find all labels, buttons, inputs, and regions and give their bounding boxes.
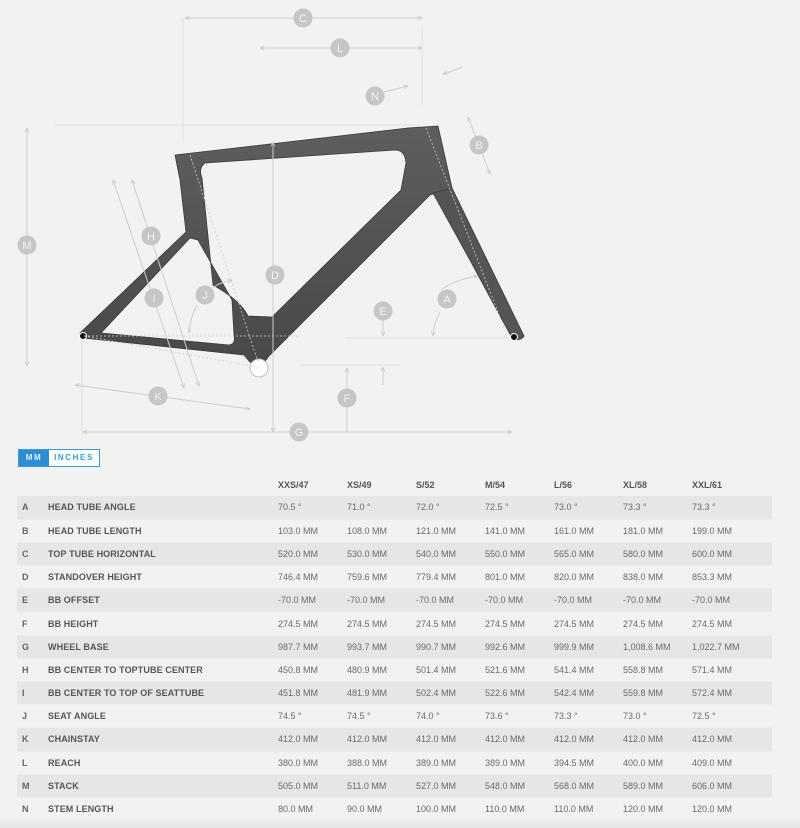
row-value: 74.0 ° [416, 705, 485, 728]
row-value: 103.0 MM [278, 519, 347, 542]
row-value: -70.0 MM [485, 589, 554, 612]
row-value: 993.7 MM [347, 635, 416, 658]
row-key: B [17, 519, 48, 542]
row-value: 505.0 MM [278, 774, 347, 797]
header-key [17, 474, 48, 496]
row-value: 389.0 MM [485, 751, 554, 774]
marker-d-badge [266, 266, 285, 285]
table-header-row [17, 474, 772, 496]
svg-text:J: J [202, 290, 208, 302]
row-label: CHAINSTAY [48, 728, 278, 751]
row-value: 110.0 MM [554, 797, 623, 820]
header-size: XXS/47 [278, 480, 309, 490]
row-value: 540.0 MM [416, 542, 485, 565]
table-row [17, 542, 772, 565]
svg-text:K: K [154, 391, 162, 403]
marker-e-badge [374, 302, 393, 321]
row-value: 80.0 MM [278, 797, 347, 820]
row-value: 199.0 MM [692, 519, 772, 542]
geometry-table [17, 474, 772, 821]
marker-l-badge [331, 39, 350, 58]
row-label: BB HEIGHT [48, 612, 278, 635]
row-value: 511.0 MM [347, 774, 416, 797]
header-size: XXL/61 [692, 480, 723, 490]
svg-text:E: E [379, 306, 387, 318]
svg-text:D: D [271, 270, 279, 282]
row-value: 74.5 ° [278, 705, 347, 728]
row-value: 274.5 MM [692, 612, 772, 635]
row-key: A [17, 496, 48, 519]
row-value: 389.0 MM [416, 751, 485, 774]
row-value: 502.4 MM [416, 682, 485, 705]
frame-shape [80, 126, 525, 377]
row-label: STANDOVER HEIGHT [48, 566, 278, 589]
marker-h-badge [142, 227, 161, 246]
row-value: 759.6 MM [347, 566, 416, 589]
row-key: L [17, 751, 48, 774]
row-key: N [17, 797, 48, 820]
row-value: 572.4 MM [692, 682, 772, 705]
row-label: STEM LENGTH [48, 797, 278, 820]
row-value: 73.0 ° [623, 705, 692, 728]
row-key: G [17, 635, 48, 658]
row-value: 73.3 ° [623, 496, 692, 519]
unit-toggle [18, 449, 100, 467]
row-value: 527.0 MM [416, 774, 485, 797]
row-value: -70.0 MM [623, 589, 692, 612]
header-size: XS/49 [347, 480, 372, 490]
row-label: WHEEL BASE [48, 635, 278, 658]
row-key: H [17, 658, 48, 681]
marker-n-badge [366, 87, 385, 106]
row-value: -70.0 MM [347, 589, 416, 612]
row-key: E [17, 589, 48, 612]
row-value: 412.0 MM [623, 728, 692, 751]
row-value: 568.0 MM [554, 774, 623, 797]
marker-j-badge [196, 286, 215, 305]
row-value: 530.0 MM [347, 542, 416, 565]
row-value: 274.5 MM [623, 612, 692, 635]
row-value: 550.0 MM [485, 542, 554, 565]
row-value: 70.5 ° [278, 496, 347, 519]
marker-c-badge [294, 9, 313, 28]
bottom-shade [0, 818, 800, 828]
table-row [17, 682, 772, 705]
row-key: D [17, 566, 48, 589]
row-value: 520.0 MM [278, 542, 347, 565]
row-value: 480.9 MM [347, 658, 416, 681]
marker-k-badge [149, 387, 168, 406]
row-value: 1,008.6 MM [623, 635, 692, 658]
row-value: -70.0 MM [554, 589, 623, 612]
table-row [17, 635, 772, 658]
svg-text:G: G [294, 427, 304, 439]
row-key: C [17, 542, 48, 565]
row-value: 380.0 MM [278, 751, 347, 774]
row-value: 559.8 MM [623, 682, 692, 705]
row-label: BB CENTER TO TOPTUBE CENTER [48, 658, 278, 681]
row-value: 412.0 MM [692, 728, 772, 751]
unit-inches-button[interactable]: INCHES [49, 450, 99, 466]
header-size: L/56 [554, 480, 573, 490]
row-value: 992.6 MM [485, 635, 554, 658]
row-value: 74.5 ° [347, 705, 416, 728]
row-value: 990.7 MM [416, 635, 485, 658]
row-value: -70.0 MM [416, 589, 485, 612]
row-value: 409.0 MM [692, 751, 772, 774]
row-value: 161.0 MM [554, 519, 623, 542]
table-row [17, 496, 772, 519]
svg-text:H: H [147, 231, 155, 243]
row-value: 110.0 MM [485, 797, 554, 820]
row-value: 571.4 MM [692, 658, 772, 681]
table-row [17, 612, 772, 635]
svg-text:M: M [22, 240, 32, 252]
table-row [17, 566, 772, 589]
marker-i-badge [145, 289, 164, 308]
row-value: 548.0 MM [485, 774, 554, 797]
header-label [48, 474, 278, 496]
row-value: 481.9 MM [347, 682, 416, 705]
row-value: 73.0 ° [554, 496, 623, 519]
row-value: 542.4 MM [554, 682, 623, 705]
marker-f-badge [338, 389, 357, 408]
row-value: 600.0 MM [692, 542, 772, 565]
row-value: 108.0 MM [347, 519, 416, 542]
row-value: 274.5 MM [485, 612, 554, 635]
row-value: 71.0 ° [347, 496, 416, 519]
row-value: 72.5 ° [485, 496, 554, 519]
table-row [17, 705, 772, 728]
row-value: 73.6 ° [485, 705, 554, 728]
row-value: 394.5 MM [554, 751, 623, 774]
table-row [17, 589, 772, 612]
marker-m-badge [18, 236, 37, 255]
row-value: 73.3 ° [554, 705, 623, 728]
row-value: 450.8 MM [278, 658, 347, 681]
header-size: M/54 [485, 480, 506, 490]
row-key: K [17, 728, 48, 751]
row-value: 121.0 MM [416, 519, 485, 542]
row-value: 838.0 MM [623, 566, 692, 589]
row-value: 412.0 MM [347, 728, 416, 751]
row-value: 999.9 MM [554, 635, 623, 658]
row-value: 412.0 MM [416, 728, 485, 751]
svg-text:A: A [443, 294, 451, 306]
row-value: 580.0 MM [623, 542, 692, 565]
header-size: S/52 [416, 480, 435, 490]
row-value: 589.0 MM [623, 774, 692, 797]
row-value: 412.0 MM [485, 728, 554, 751]
row-value: 73.3 ° [692, 496, 772, 519]
row-value: 120.0 MM [692, 797, 772, 820]
row-value: 1,022.7 MM [692, 635, 772, 658]
row-value: 72.5 ° [692, 705, 772, 728]
row-label: TOP TUBE HORIZONTAL [48, 542, 278, 565]
row-label: SEAT ANGLE [48, 705, 278, 728]
row-value: 120.0 MM [623, 797, 692, 820]
row-key: M [17, 774, 48, 797]
row-label: BB OFFSET [48, 589, 278, 612]
row-value: -70.0 MM [278, 589, 347, 612]
marker-a-badge [438, 290, 457, 309]
row-value: 606.0 MM [692, 774, 772, 797]
svg-text:C: C [299, 13, 307, 25]
row-value: 565.0 MM [554, 542, 623, 565]
table-row [17, 751, 772, 774]
row-value: 72.0 ° [416, 496, 485, 519]
row-value: 412.0 MM [554, 728, 623, 751]
row-value: -70.0 MM [692, 589, 772, 612]
row-value: 141.0 MM [485, 519, 554, 542]
row-key: F [17, 612, 48, 635]
row-value: 400.0 MM [623, 751, 692, 774]
svg-text:L: L [336, 43, 344, 55]
row-value: 274.5 MM [278, 612, 347, 635]
row-value: 412.0 MM [278, 728, 347, 751]
row-key: J [17, 705, 48, 728]
row-value: 274.5 MM [554, 612, 623, 635]
row-label: HEAD TUBE LENGTH [48, 519, 278, 542]
row-value: 521.6 MM [485, 658, 554, 681]
row-label: REACH [48, 751, 278, 774]
unit-mm-button[interactable]: MM [19, 450, 49, 466]
row-value: 801.0 MM [485, 566, 554, 589]
header-size: XL/58 [623, 480, 648, 490]
row-value: 987.7 MM [278, 635, 347, 658]
row-value: 388.0 MM [347, 751, 416, 774]
row-value: 181.0 MM [623, 519, 692, 542]
row-value: 274.5 MM [416, 612, 485, 635]
row-label: STACK [48, 774, 278, 797]
row-label: HEAD TUBE ANGLE [48, 496, 278, 519]
row-value: 853.3 MM [692, 566, 772, 589]
row-value: 90.0 MM [347, 797, 416, 820]
table-row [17, 519, 772, 542]
svg-text:N: N [371, 91, 379, 103]
row-value: 779.4 MM [416, 566, 485, 589]
row-value: 501.4 MM [416, 658, 485, 681]
row-key: I [17, 682, 48, 705]
svg-text:B: B [475, 140, 483, 152]
marker-g-badge [290, 423, 309, 442]
row-value: 541.4 MM [554, 658, 623, 681]
row-value: 746.4 MM [278, 566, 347, 589]
svg-text:F: F [343, 393, 351, 405]
row-value: 451.8 MM [278, 682, 347, 705]
row-value: 274.5 MM [347, 612, 416, 635]
row-value: 558.8 MM [623, 658, 692, 681]
row-value: 820.0 MM [554, 566, 623, 589]
table-row [17, 658, 772, 681]
row-value: 100.0 MM [416, 797, 485, 820]
row-label: BB CENTER TO TOP OF SEATTUBE [48, 682, 278, 705]
table-row [17, 774, 772, 797]
row-value: 522.6 MM [485, 682, 554, 705]
table-row [17, 728, 772, 751]
marker-b-badge [470, 136, 489, 155]
svg-text:I: I [152, 293, 156, 305]
